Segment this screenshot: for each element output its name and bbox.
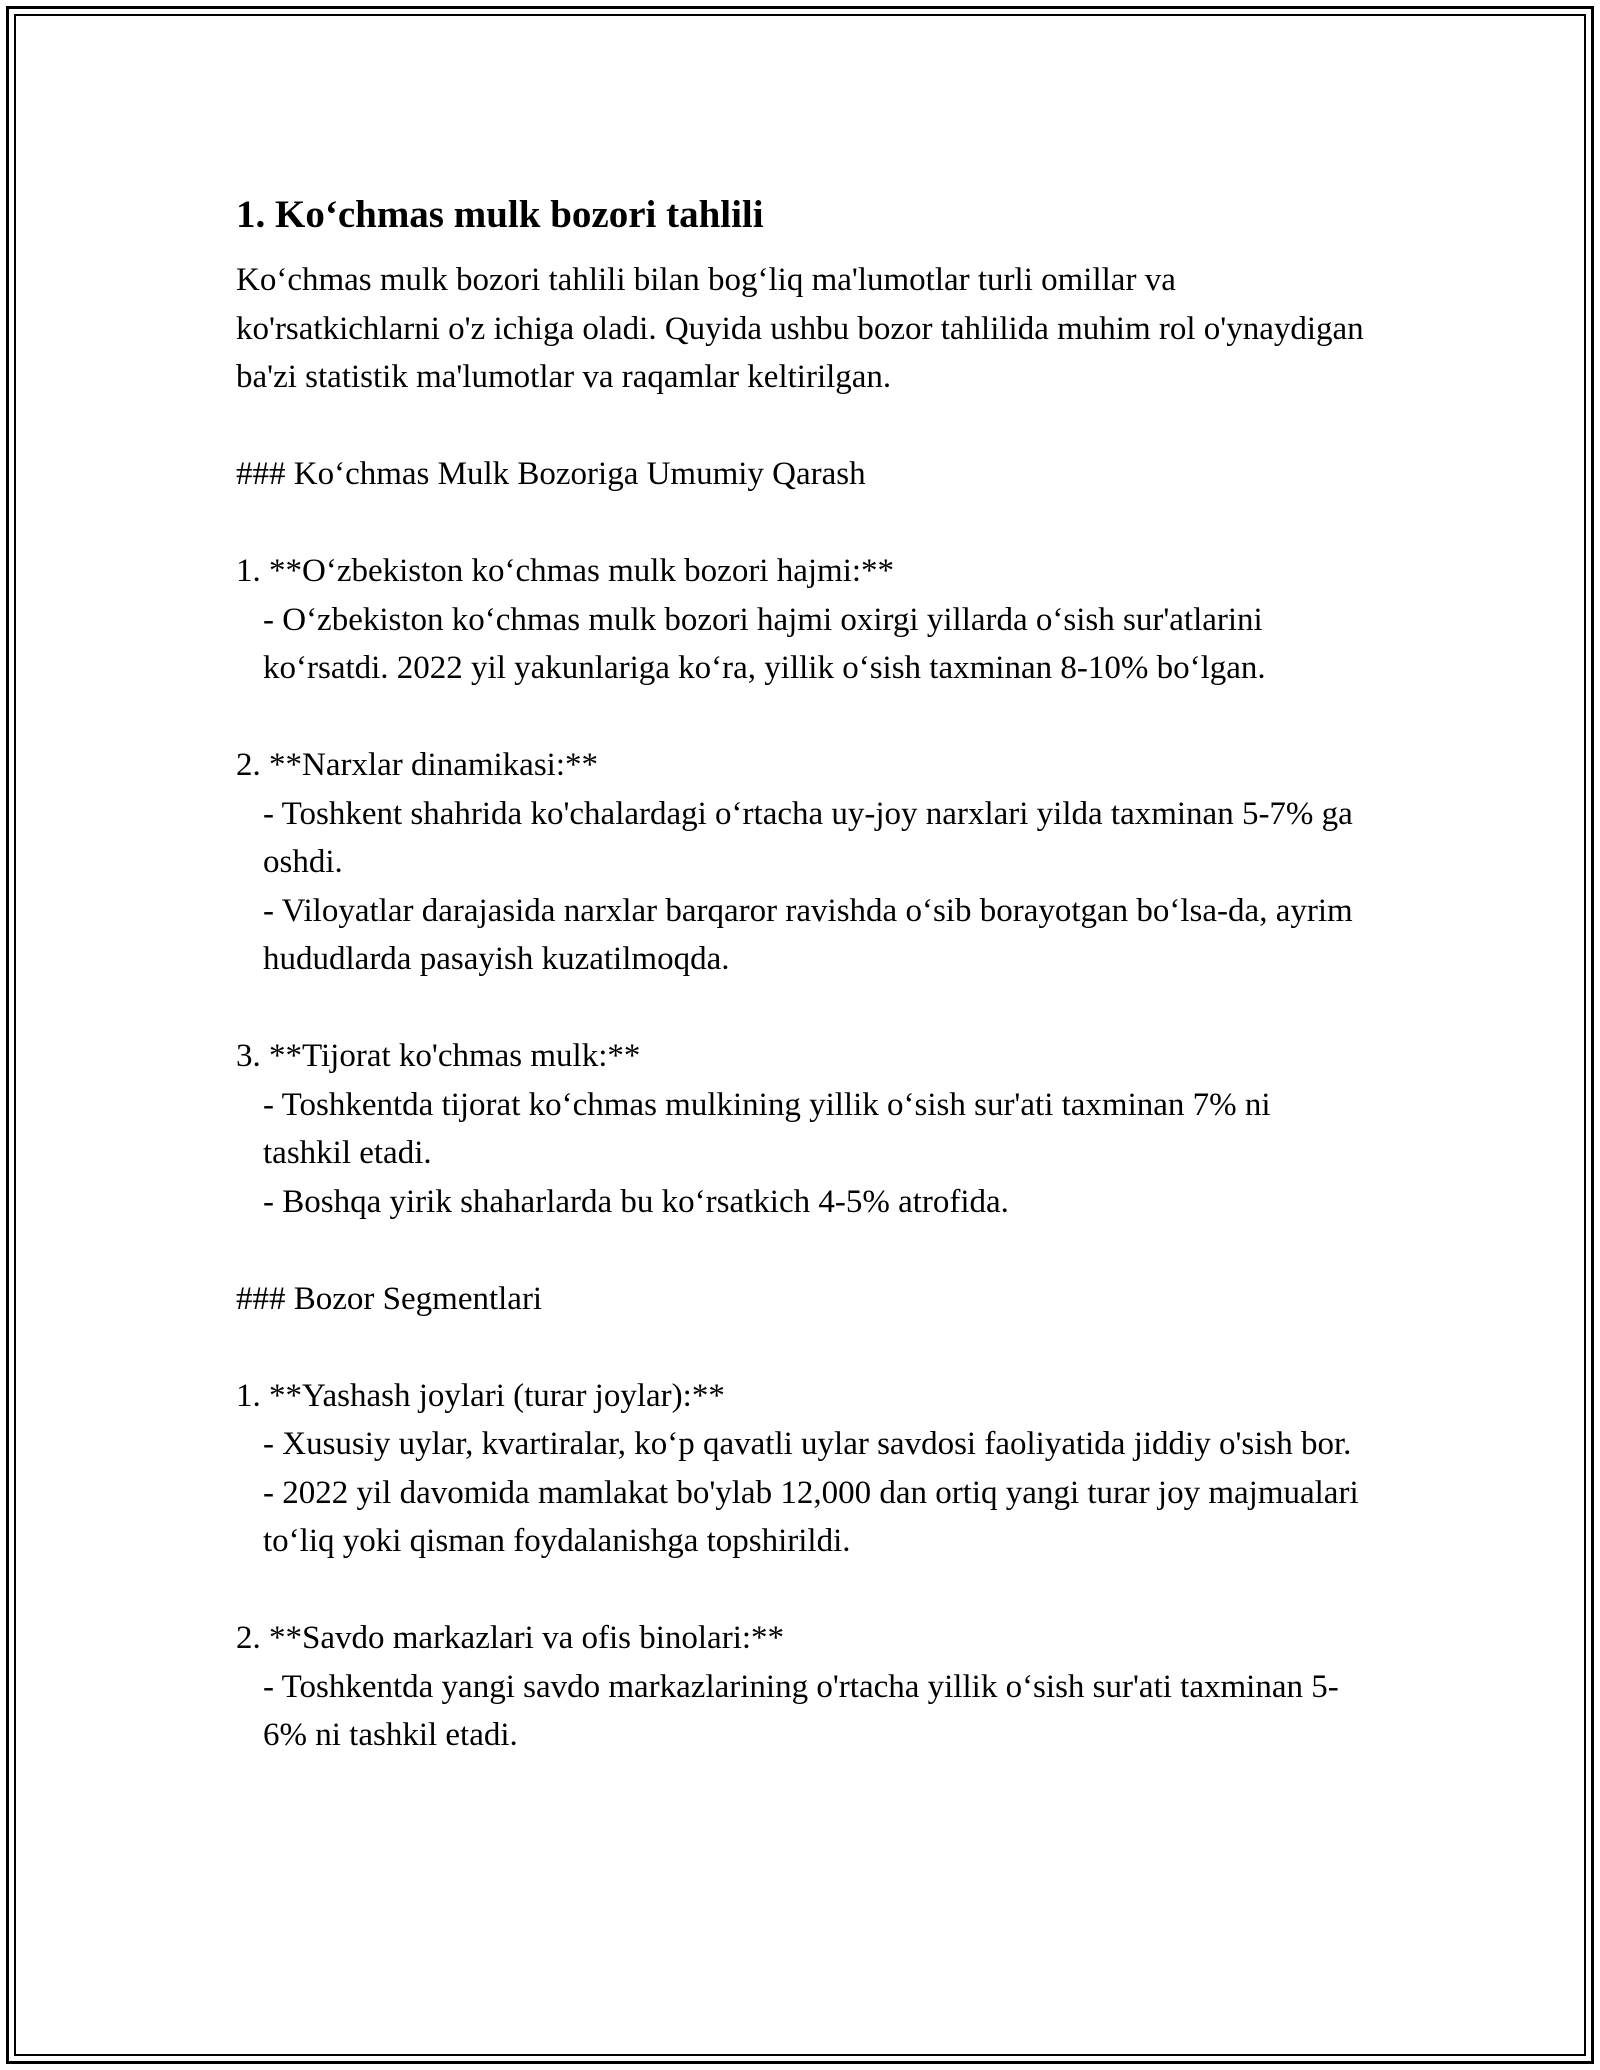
list-item-residential <box>236 1372 1366 1566</box>
list-item-shopping-centers <box>236 1614 1366 1760</box>
spacer <box>236 1226 1366 1275</box>
spacer <box>236 984 1366 1033</box>
list-item-bullet: - Xususiy uylar, kvartiralar, ko‘p qavatli uylar savdosi faoliyatida jiddiy o'sish bor. <box>263 1426 1352 1462</box>
list-item-label: 2. **Narxlar dinamikasi:** <box>236 747 599 783</box>
document-title: 1. Ko‘chmas mulk bozori tahlili <box>236 193 764 236</box>
list-item-bullet: - Toshkent shahrida ko'chalardagi o‘rtacha uy-joy narxlari yilda taxminan 5-7% ga oshdi. <box>263 795 1362 880</box>
list-item-label: 1. **Yashash joylari (turar joylar):** <box>236 1377 725 1414</box>
list-item-label: 2. **Savdo markazlari va ofis binolari:** <box>236 1620 785 1656</box>
list-item-label: 1. **O‘zbekiston ko‘chmas mulk bozori hajmi:** <box>236 553 895 589</box>
intro-paragraph: Ko‘chmas mulk bozori tahlili bilan bog‘liq ma'lumotlar turli omillar va ko'rsatkichlarni o'z ichiga oladi. Quyida ushbu bozor tahlilida muhim rol o'ynaydigan ba'zi statistik ma'lumotlar va raqamlar keltirilgan. <box>236 262 1364 395</box>
list-item-label: 3. **Tijorat ko'chmas mulk:** <box>236 1038 641 1074</box>
list-item-bullet: - Viloyatlar darajasida narxlar barqaror ravishda o‘sib borayotgan bo‘lsa-da, ayrim hududlarda pasayish kuzatilmoqda. <box>263 892 1361 977</box>
document-body <box>236 186 1366 1760</box>
list-item-bullet: - 2022 yil davomida mamlakat bo'ylab 12,000 dan ortiq yangi turar joy majmualari to‘liq yoki qisman foydalanishga topshirildi. <box>263 1474 1367 1559</box>
spacer <box>236 499 1366 548</box>
spacer <box>236 402 1366 451</box>
section-heading-segments: ### Bozor Segmentlari <box>236 1280 543 1317</box>
list-item-bullet: - Boshqa yirik shaharlarda bu ko‘rsatkich 4-5% atrofida. <box>263 1183 1009 1220</box>
spacer <box>236 693 1366 742</box>
list-item-bullet: - Toshkentda tijorat ko‘chmas mulkining yillik o‘sish sur'ati taxminan 7% ni tashkil etadi. <box>263 1086 1279 1171</box>
spacer <box>236 1566 1366 1615</box>
list-item-bullet: - O‘zbekiston ko‘chmas mulk bozori hajmi oxirgi yillarda o‘sish sur'atlarini ko‘rsatdi. 2022 yil yakunlariga ko‘ra, yillik o‘sish taxminan 8-10% bo‘lgan. <box>263 601 1271 686</box>
list-item-market-size <box>236 547 1366 693</box>
list-item-bullet: - Toshkentda yangi savdo markazlarining o'rtacha yillik o‘sish sur'ati taxminan 5-6% ni tashkil etadi. <box>263 1668 1339 1753</box>
section-heading-overview: ### Ko‘chmas Mulk Bozoriga Umumiy Qarash <box>236 456 866 492</box>
list-item-price-dynamics <box>236 741 1366 984</box>
list-item-commercial-property <box>236 1032 1366 1226</box>
spacer <box>236 1323 1366 1372</box>
